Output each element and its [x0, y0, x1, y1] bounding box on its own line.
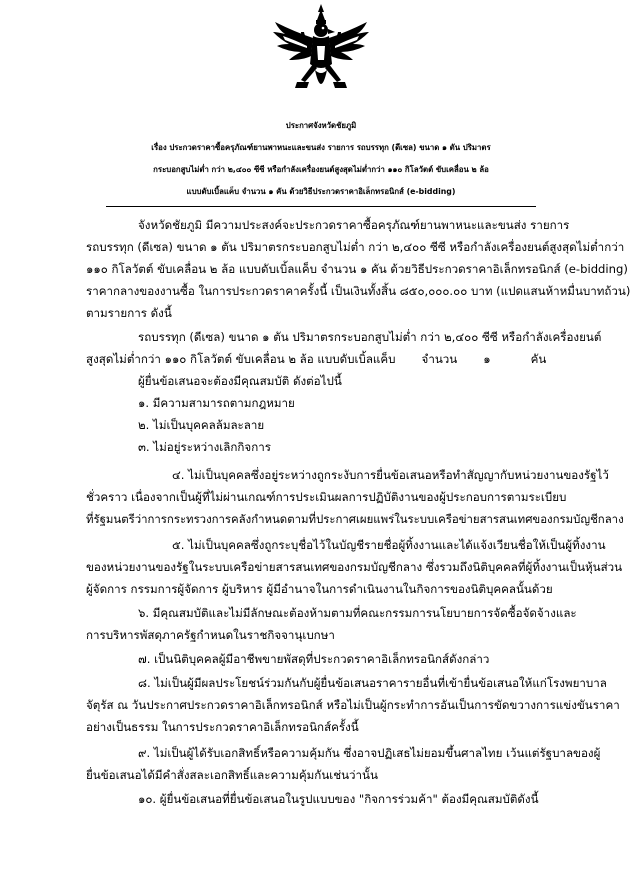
qualification-item: ๘. ไม่เป็นผู้มีผลประโยชน์ร่วมกันกับผู้ยื่นข้อเสนอราคารายอื่นที่เข้ายื่นข้อเสนอให้แก่โรงพยาบาล: [138, 676, 607, 690]
qualifications-heading: ผู้ยื่นข้อเสนอจะต้องมีคุณสมบัติ ดังต่อไปนี้: [138, 374, 342, 388]
qualification-item: ๑. มีความสามารถตามกฎหมาย: [138, 396, 295, 410]
qualification-item-cont: การบริหารพัสดุภาครัฐกำหนดในราชกิจจานุเบกษา: [86, 628, 335, 642]
garuda-emblem-icon: [271, 2, 371, 100]
quantity-label: จำนวน: [421, 352, 458, 366]
subject-line: แบบดับเบิ้ลแค็บ จำนวน ๑ คัน ด้วยวิธีประกวดราคาอิเล็กทรอนิกส์ (e-bidding): [186, 187, 456, 196]
quantity-value: ๑: [483, 352, 491, 366]
announcement-title: ประกาศจังหวัดชัยภูมิ: [285, 121, 357, 130]
qualification-item-cont: ยื่นข้อเสนอได้มีคำสั่งสละเอกสิทธิ์และความคุ้มกันเช่นว่านั้น: [86, 768, 378, 782]
qualification-item: ๗. เป็นนิติบุคคลผู้มีอาชีพขายพัสดุที่ประกวดราคาอิเล็กทรอนิกส์ดังกล่าว: [138, 652, 490, 666]
qualification-item: ๒. ไม่เป็นบุคคลล้มละลาย: [138, 418, 265, 432]
item-description-text: สูงสุดไม่ต่ำกว่า ๑๑๐ กิโลวัตต์ ขับเคลื่อน ๒ ล้อ แบบดับเบิ้ลแค็บ: [86, 352, 396, 366]
qualification-item-cont: จัตุรัส ณ วันประกาศประกวดราคาอิเล็กทรอนิกส์ หรือไม่เป็นผู้กระทำการอันเป็นการขัดขวางการแข่งขันราคา: [86, 698, 620, 712]
qualification-item: ๙. ไม่เป็นผู้ได้รับเอกสิทธิ์หรือความคุ้มกัน ซึ่งอาจปฏิเสธไม่ยอมขึ้นศาลไทย เว้นแต่รัฐบาลของผู้: [138, 746, 601, 760]
qualification-item-cont: อย่างเป็นธรรม ในการประกวดราคาอิเล็กทรอนิกส์ครั้งนี้: [86, 720, 359, 734]
subject-line: เรื่อง ประกวดราคาซื้อครุภัณฑ์ยานพาหนะและขนส่ง รายการ รถบรรทุก (ดีเซล) ขนาด ๑ ตัน ปริมาตร: [151, 143, 491, 152]
qualification-item: ๓. ไม่อยู่ระหว่างเลิกกิจการ: [138, 440, 271, 454]
intro-line: จังหวัดชัยภูมิ มีความประสงค์จะประกวดราคาซื้อครุภัณฑ์ยานพาหนะและขนส่ง รายการ: [138, 218, 570, 232]
qualification-item: ๑๐. ผู้ยื่นข้อเสนอที่ยื่นข้อเสนอในรูปแบบของ "กิจการร่วมค้า" ต้องมีคุณสมบัติดังนี้: [138, 792, 539, 806]
item-description-cont: [86, 352, 546, 367]
title-divider: [106, 206, 536, 207]
intro-line: ๑๑๐ กิโลวัตต์ ขับเคลื่อน ๒ ล้อ แบบดับเบิ้ลแค็บ จำนวน ๑ คัน ด้วยวิธีประกวดราคาอิเล็กทรอนิกส์ (e-bidding): [86, 262, 628, 276]
item-description: รถบรรทุก (ดีเซล) ขนาด ๑ ตัน ปริมาตรกระบอกสูบไม่ต่ำ กว่า ๒,๔๐๐ ซีซี หรือกำลังเครื่องยนต์: [138, 330, 602, 344]
subject-line: กระบอกสูบไม่ต่ำ กว่า ๒,๔๐๐ ซีซี หรือกำลังเครื่องยนต์สูงสุดไม่ต่ำกว่า ๑๑๐ กิโลวัตต์ ขับเคลื่อน ๒ ล้อ: [153, 165, 489, 174]
qualification-item: ๔. ไม่เป็นบุคคลซึ่งอยู่ระหว่างถูกระงับการยื่นข้อเสนอหรือทำสัญญากับหน่วยงานของรัฐไว้: [172, 468, 609, 482]
intro-line: ตามรายการ ดังนี้: [86, 306, 172, 320]
qualification-item: ๕. ไม่เป็นบุคคลซึ่งถูกระบุชื่อไว้ในบัญชีรายชื่อผู้ทิ้งงานและได้แจ้งเวียนชื่อให้เป็นผู้ทิ้งงาน: [172, 538, 606, 552]
intro-line: ราคากลางของงานซื้อ ในการประกวดราคาครั้งนี้ เป็นเงินทั้งสิ้น ๘๕๐,๐๐๐.๐๐ บาท (แปดแสนห้าหมื่นบาทถ้วน): [86, 284, 631, 298]
qualification-item: ๖. มีคุณสมบัติและไม่มีลักษณะต้องห้ามตามที่คณะกรรมการนโยบายการจัดซื้อจัดจ้างและ: [138, 606, 577, 620]
qualification-item-cont: ที่รัฐมนตรีว่าการกระทรวงการคลังกำหนดตามที่ประกาศเผยแพร่ในระบบเครือข่ายสารสนเทศของกรมบัญชีกลาง: [86, 512, 624, 526]
qualification-item-cont: ชั่วคราว เนื่องจากเป็นผู้ที่ไม่ผ่านเกณฑ์การประเมินผลการปฏิบัติงานของผู้ประกอบการตามระเบียบ: [86, 490, 567, 504]
intro-line: รถบรรทุก (ดีเซล) ขนาด ๑ ตัน ปริมาตรกระบอกสูบไม่ต่ำ กว่า ๒,๔๐๐ ซีซี หรือกำลังเครื่องยนต์สูงสุดไม่ต่ำกว่า: [86, 240, 625, 254]
qualification-item-cont: ผู้จัดการ กรรมการผู้จัดการ ผู้บริหาร ผู้มีอำนาจในการดำเนินงานในกิจการของนิติบุคคลนั้นด้วย: [86, 582, 553, 596]
quantity-unit: คัน: [530, 352, 547, 366]
qualification-item-cont: ของหน่วยงานของรัฐในระบบเครือข่ายสารสนเทศของกรมบัญชีกลาง ซึ่งรวมถึงนิติบุคคลที่ผู้ทิ้งงานเป็นหุ้นส่วน: [86, 560, 623, 574]
